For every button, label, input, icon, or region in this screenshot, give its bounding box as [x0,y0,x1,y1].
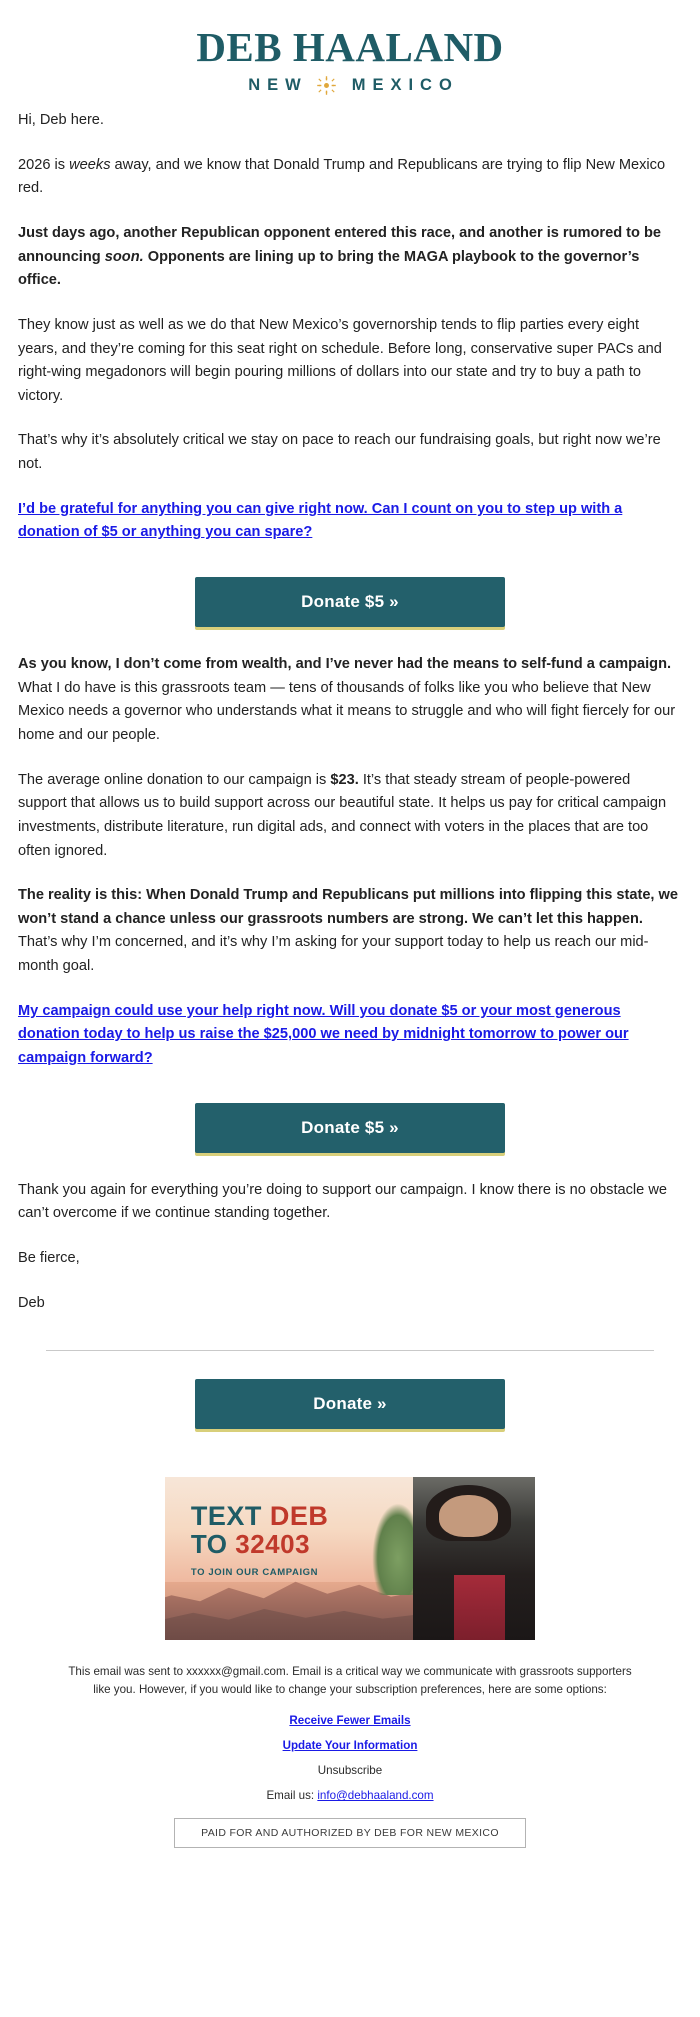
greeting-paragraph: Hi, Deb here. [18,112,104,129]
logo-candidate-name: DEB HAALAND [196,24,504,70]
banner-l2-word2: 32403 [235,1529,311,1560]
signature: Deb [18,1294,45,1311]
paragraph-6 [18,769,682,864]
p5-bold: As you know, I don’t come from wealth, and I’ve never had the means to self-fund a campaign. [18,656,672,673]
email-us-link[interactable]: info@debhaaland.com [317,1789,434,1803]
banner-text-block [191,1503,329,1578]
email-content [0,109,700,545]
paragraph-1 [18,154,682,201]
logo-state-right: MEXICO [351,76,459,95]
banner-l2-word1: TO [190,1529,228,1560]
text-to-join-banner-image[interactable] [165,1477,535,1640]
p6-part-b: It’s that steady stream of people-powered support that allows us to build support across our beautiful state. It helps us pay for critical campaign investments, distribute literature, run digital ads, and connect with voters in the places that are too often ignored. [18,771,667,859]
p1-part-b: away, and we know that Donald Trump and Republicans are trying to flip New Mexico red. [18,156,666,197]
paragraph-2 [18,222,682,293]
footer-disclaimer: This email was sent to xxxxxx@gmail.com. Email is a critical way we communicate with grassroots supporters like you. However, if you would like to change your subscription preferences, here are some options: [68,1665,632,1697]
text-to-join-banner-wrap [0,1455,700,1661]
donate-button-footer[interactable]: Donate » [195,1379,505,1429]
paragraph-3: They know just as well as we do that New Mexico’s governorship tends to flip parties every eight years, and they’re coming for this seat right on schedule. Before long, conservative super PACs and right-wing megadonors will begin pouring millions of dollars into our state and try to buy a path to victory. [18,316,662,404]
banner-l1-word2: DEB [269,1501,329,1532]
donate-inline-link-1[interactable]: I’d be grateful for anything you can give right now. Can I count on you to step up with a donation of $5 or anything you can spare? [18,500,623,541]
donate-button-row-footer [0,1373,700,1455]
paragraph-8: Thank you again for everything you’re doing to support our campaign. I know there is no obstacle we can’t overcome if we continue standing together. [18,1181,667,1222]
banner-candidate-face [439,1495,498,1537]
unsubscribe-text[interactable]: Unsubscribe [317,1764,383,1778]
p2-part-b: Opponents are lining up to bring the MAGA playbook to the governor’s office. [18,248,640,289]
paid-for-disclaimer: PAID FOR AND AUTHORIZED BY DEB FOR NEW MEXICO [174,1818,526,1848]
p2-emphasis: soon. [104,248,144,265]
p7-rest: That’s why I’m concerned, and it’s why I’m asking for your support today to help us reach our mid-month goal. [18,934,649,975]
donate-button-row-top [0,571,700,653]
banner-l1-word1: TEXT [190,1501,262,1532]
email-us-label: Email us: [266,1789,318,1803]
p7-bold: The reality is this: When Donald Trump and Republicans put millions into flipping this state, we won’t stand a chance unless our grassroots numbers are strong. We can’t let this happen. [18,887,679,927]
donate-link-paragraph-2 [18,1000,682,1071]
p2-part-a: Just days ago, another Republican opponent entered this race, and another is rumored to be announcing [18,224,662,265]
logo-state-left: NEW [248,76,308,95]
banner-line-2 [191,1530,329,1560]
signoff: Be fierce, [18,1249,80,1266]
donate-link-paragraph-1 [18,498,682,545]
paragraph-7 [18,884,682,979]
logo-state-line [0,76,700,95]
horizontal-divider [46,1350,654,1351]
zia-sun-icon [317,76,336,95]
p6-average-amount: $23. [330,771,359,788]
update-your-information-link[interactable]: Update Your Information [282,1739,418,1753]
donate-5-button-top[interactable]: Donate $5 » [195,577,505,627]
donate-button-row-mid [0,1097,700,1179]
p1-emphasis: weeks [69,156,111,173]
p5-rest: What I do have is this grassroots team — tens of thousands of folks like you who believe that New Mexico needs a governor who understands what it means to struggle and who will fight fiercely for our home and our people. [18,679,676,743]
p1-part-a: 2026 is [18,156,70,173]
email-footer [0,1661,700,1874]
banner-candidate-scarf [454,1575,506,1640]
receive-fewer-emails-link[interactable]: Receive Fewer Emails [289,1714,411,1728]
banner-line-1 [191,1503,329,1530]
donate-inline-link-2[interactable]: My campaign could use your help right now. Will you donate $5 or your most generous donation today to help us raise the $25,000 we need by midnight tomorrow to power our campaign forward? [18,1002,629,1066]
paragraph-5 [18,653,682,748]
email-us-row [60,1789,640,1802]
campaign-logo [0,22,700,109]
footer-divider-row [0,1336,700,1373]
donate-5-button-mid[interactable]: Donate $5 » [195,1103,505,1153]
banner-line-3: TO JOIN OUR CAMPAIGN [190,1567,319,1579]
paragraph-4: That’s why it’s absolutely critical we stay on pace to reach our fundraising goals, but right now we’re not. [18,432,661,473]
p6-part-a: The average online donation to our campaign is [18,771,331,788]
